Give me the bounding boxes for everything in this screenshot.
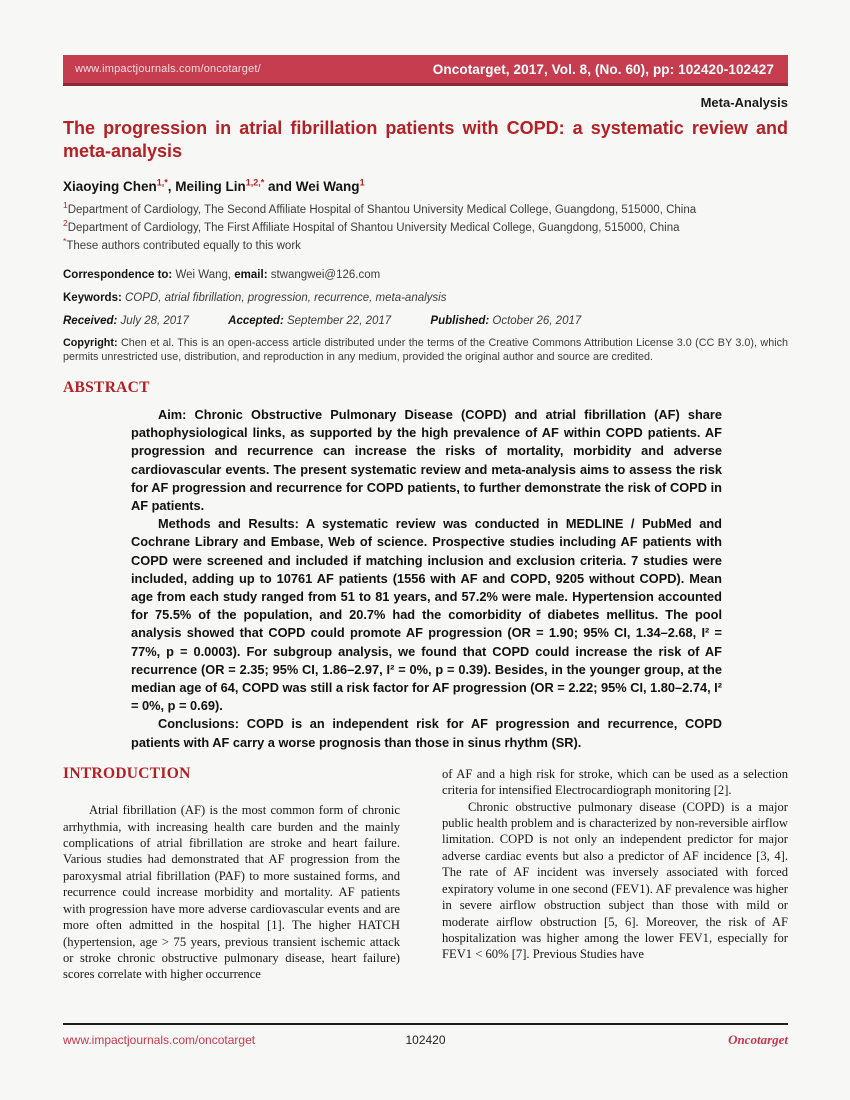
left-column — [63, 766, 400, 1023]
introduction-paragraph: Atrial fibrillation (AF) is the most common form of chronic arrhythmia, with increasing health care burden and the mainly complications of atrial fibrillation are stroke and heart failure. Various studies had demonstrated that AF progression from the paroxysmal atrial fibrillation (PAF) to more sustained forms, and recurrence could increase morbidity and mortality. AF patients with progression have more adverse cardiovascular events and are more often admitted in the hospital [1]. The higher HATCH (hypertension, age > 75 years, previous transient ischemic attack or stroke chronic obstructive pulmonary disease, heart failure) scores correlate with higher occurrence — [63, 803, 400, 982]
abstract-aim-paragraph: Aim: Chronic Obstructive Pulmonary Disease (COPD) and atrial fibrillation (AF) share pathophysiological links, as supported by the high prevalence of AF within COPD patients. AF progression and recurrence can increase the risks of mortality, morbidity and adverse cardiovascular events. The present systematic review and meta-analysis aims to assess the risk for AF progression and recurrence for COPD patients, to further demonstrate the risk of COPD in AF patients. — [131, 407, 722, 514]
affiliation-line — [63, 218, 788, 234]
affiliation-superscript: 1 — [63, 200, 68, 211]
copyright-label: Copyright: — [63, 337, 118, 349]
received-date — [63, 315, 189, 327]
copyright-notice — [63, 336, 788, 364]
affiliation-text: These authors contributed equally to this work — [66, 240, 301, 252]
affiliation-superscript: * — [63, 236, 67, 247]
correspondence-line — [63, 269, 788, 281]
accepted-date — [228, 315, 391, 327]
page-footer — [63, 1023, 788, 1048]
correspondence-label: Correspondence to: — [63, 269, 173, 281]
banner-journal-url-link[interactable]: www.impactjournals.com/oncotarget/ — [75, 63, 261, 75]
introduction-paragraph: Chronic obstructive pulmonary disease (COPD) is a major public health problem and is characterized by non-reversible airflow limitation. COPD is not only an independent predictor for major adverse cardiac events but also a predictor of AF incidence [3, 4]. The rate of AF incident was inversely associated with forced expiratory volume in one second (FEV1). AF prevalence was higher in severe airflow obstruction subject than those with mild or moderate airflow obstruction [5, 6]. Moreover, the risk of AF hospitalization was higher among the lower FEV1, especially for FEV1 < 60% [7]. Previous Studies have — [442, 799, 788, 962]
received-value: July 28, 2017 — [120, 315, 189, 327]
accepted-label: Accepted: — [228, 315, 284, 327]
page-number: 102420 — [405, 1033, 446, 1047]
affiliation-line — [63, 200, 788, 216]
keywords-line — [63, 292, 788, 304]
article-type-label: Meta-Analysis — [700, 95, 788, 110]
author-affiliation-superscript: 1,2,* — [245, 177, 265, 188]
journal-name: Oncotarget — [728, 1032, 789, 1047]
keywords-label: Keywords: — [63, 292, 122, 304]
author-name: Xiaoying Chen — [63, 179, 157, 194]
correspondence-email-link[interactable]: stwangwei@126.com — [270, 269, 381, 281]
affiliation-superscript: 2 — [63, 218, 68, 229]
author-affiliation-superscript: 1,* — [156, 177, 168, 188]
published-date — [430, 315, 581, 327]
footer-journal-url-link[interactable]: www.impactjournals.com/oncotarget — [63, 1033, 256, 1047]
published-label: Published: — [430, 315, 490, 327]
affiliation-text: Department of Cardiology, The First Affiliate Hospital of Shantou University Medical College, Guangdong, 515000, China — [67, 222, 680, 234]
dates-line — [63, 315, 788, 327]
author-affiliation-superscript: 1 — [359, 177, 365, 188]
affiliations-block — [63, 200, 788, 258]
copyright-text: Chen et al. This is an open-access article distributed under the terms of the Creative Commons Attribution License 3.0 (CC BY 3.0), which permits unrestricted use, distribution, and reproduction in any medium, provided the original author and source are credited. — [63, 337, 789, 363]
keywords-text: COPD, atrial fibrillation, progression, recurrence, meta-analysis — [125, 292, 447, 304]
abstract-heading: ABSTRACT — [63, 379, 150, 396]
introduction-heading: INTRODUCTION — [63, 764, 191, 782]
accepted-value: September 22, 2017 — [286, 315, 392, 327]
author-name: , Meiling Lin — [167, 179, 246, 194]
banner-citation: Oncotarget, 2017, Vol. 8, (No. 60), pp: 102420-102427 — [432, 61, 774, 77]
paper-title: The progression in atrial fibrillation patients with COPD: a systematic review and meta-analysis — [63, 118, 788, 161]
introduction-columns — [63, 766, 788, 1023]
journal-banner — [63, 55, 788, 86]
abstract-methods-results-paragraph: Methods and Results: A systematic review was conducted in MEDLINE / PubMed and Cochrane Library and Embase, Web of science. Prospective studies including AF patients with COPD were screened and included if matching inclusion and exclusion criteria. 7 studies were included, adding up to 10761 AF patients (1556 with AF and COPD, 9205 without COPD). Mean age from each study ranged from 51 to 81 years, and 57.2% were male. Hypertension accounted for 75.5% of the population, and 20.7% had the comorbidity of diabetes mellitus. The pool analysis showed that COPD could promote AF progression (OR = 1.90; 95% CI, 1.34–2.68, I² = 77%, p = 0.0003). For subgroup analysis, we found that COPD could increase the risk of AF recurrence (OR = 2.35; 95% CI, 1.86–2.97, I² = 0%, p = 0.39). Besides, in the younger group, at the median age of 64, COPD was still a risk factor for AF progression (OR = 2.22; 95% CI, 1.80–2.74, I² = 0%, p = 0.69). — [131, 516, 722, 714]
author-name: and Wei Wang — [264, 179, 360, 194]
abstract-conclusions-paragraph: Conclusions: COPD is an independent risk for AF progression and recurrence, COPD patients with AF carry a worse prognosis than those in sinus rhythm (SR). — [131, 716, 722, 750]
received-label: Received: — [63, 315, 118, 327]
abstract-body — [131, 406, 722, 752]
correspondence-email-label: email: — [234, 269, 268, 281]
right-column — [442, 766, 788, 1023]
correspondence-name: Wei Wang, — [175, 269, 232, 281]
authors-line — [63, 179, 788, 194]
affiliation-text: Department of Cardiology, The Second Affiliate Hospital of Shantou University Medical College, Guangdong, 515000, China — [67, 204, 697, 216]
introduction-paragraph-continued: of AF and a high risk for stroke, which can be used as a selection criteria for intensified Electrocardiograph monitoring [2]. — [442, 766, 788, 798]
affiliation-line — [63, 236, 788, 252]
published-value: October 26, 2017 — [492, 315, 582, 327]
